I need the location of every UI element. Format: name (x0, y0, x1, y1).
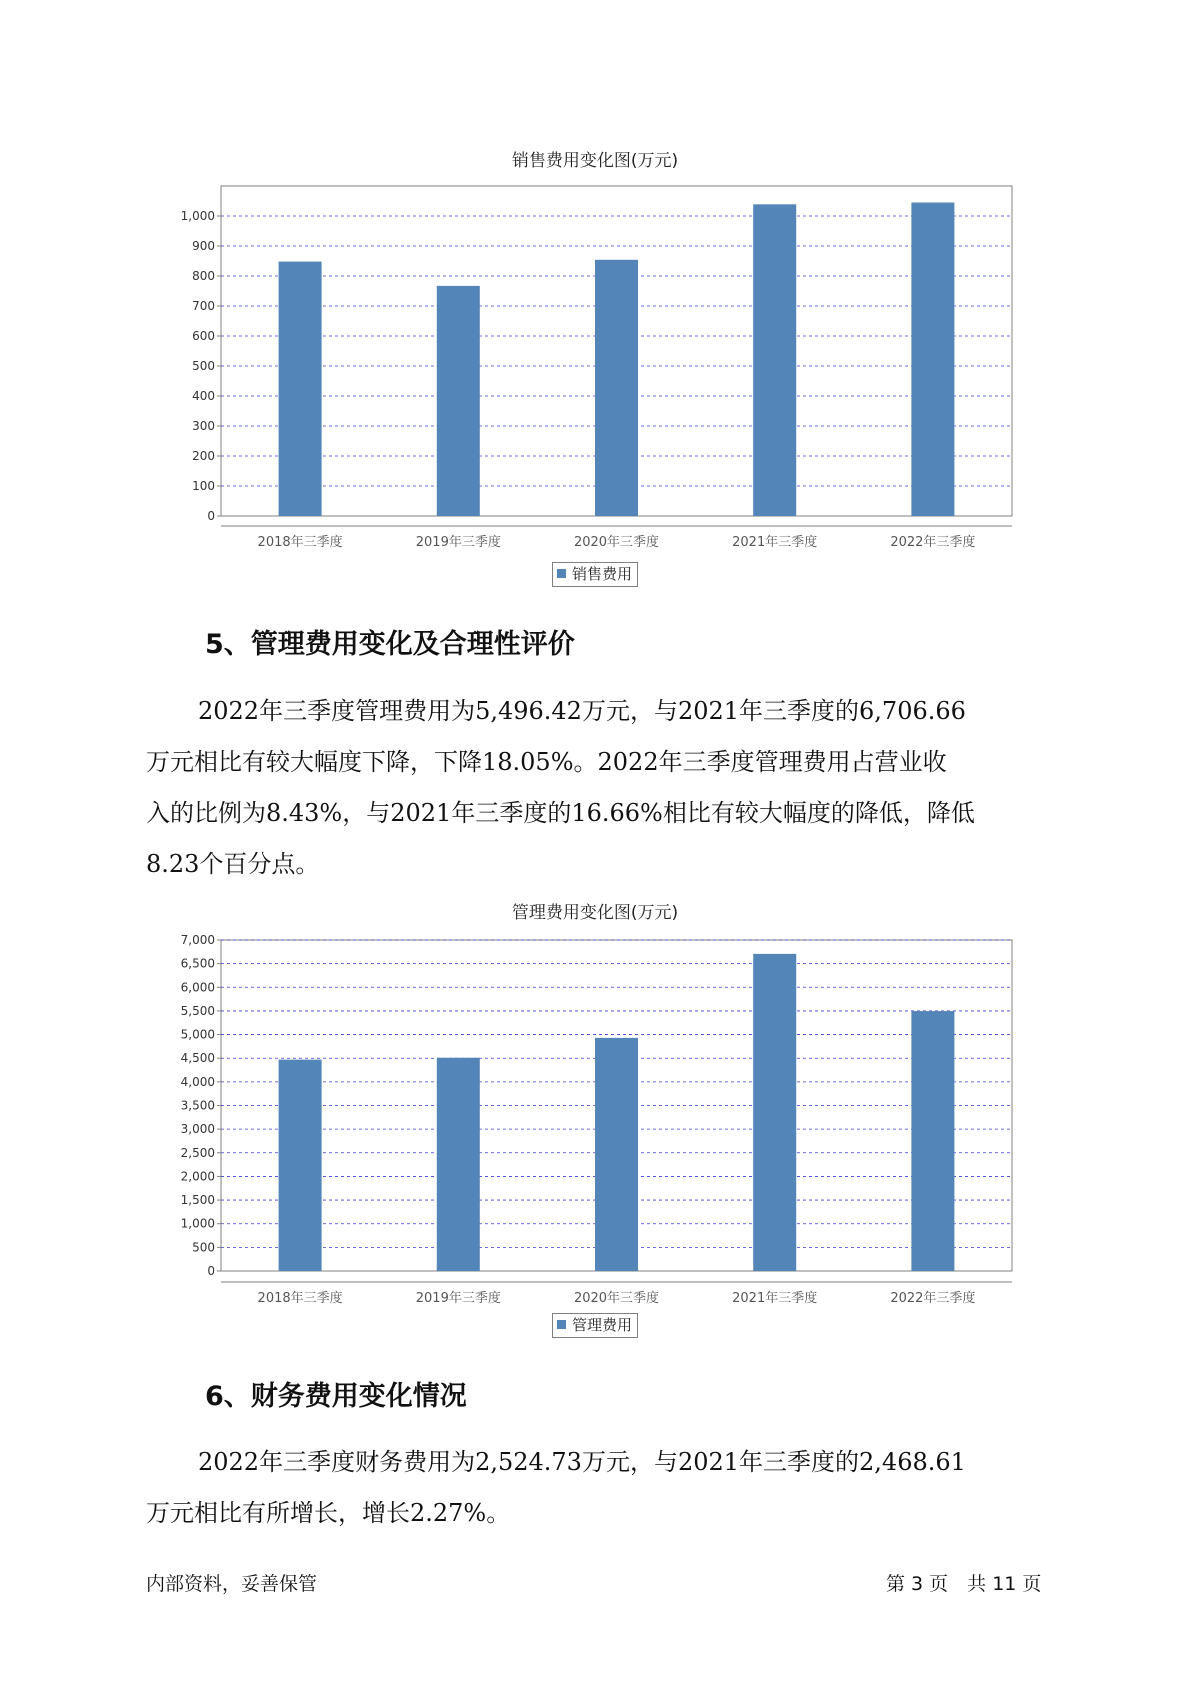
legend-swatch (557, 569, 566, 578)
x-tick-label: 2022年三季度 (890, 535, 976, 550)
footer-confidential-note: 内部资料，妥善保管 (146, 1573, 318, 1595)
y-tick-label: 1,500 (180, 1193, 215, 1208)
paragraph-line: 入的比例为8.43%，与2021年三季度的16.66%相比有较大幅度的降低，降低 (146, 799, 975, 827)
y-tick-label: 900 (192, 239, 215, 253)
bar (753, 954, 796, 1271)
bar (911, 203, 954, 517)
bar (595, 260, 638, 516)
y-tick-label: 500 (192, 1240, 215, 1255)
footer-page-number: 第 3 页 共 11 页 (886, 1573, 1042, 1595)
y-tick-label: 200 (192, 449, 215, 463)
bar (595, 1038, 638, 1271)
section-6-paragraph (146, 1437, 1051, 1539)
admin-expense-chart (0, 930, 1191, 1310)
y-tick-label: 4,000 (180, 1074, 215, 1089)
y-tick-label: 6,500 (180, 956, 215, 971)
y-tick-label: 2,500 (180, 1145, 215, 1160)
section-6-heading: 6、财务费用变化情况 (205, 1381, 467, 1412)
legend-swatch (557, 1320, 566, 1329)
bar (437, 1058, 480, 1271)
y-tick-label: 0 (207, 509, 215, 523)
paragraph-line: 2022年三季度财务费用为2,524.73万元，与2021年三季度的2,468.61 (198, 1448, 966, 1476)
sales-chart-legend (552, 562, 638, 587)
x-tick-label: 2019年三季度 (415, 1291, 501, 1306)
x-tick-label: 2018年三季度 (257, 535, 343, 550)
x-tick-label: 2022年三季度 (890, 1291, 976, 1306)
y-tick-label: 5,500 (180, 1003, 215, 1018)
admin-chart-legend (552, 1313, 638, 1338)
y-tick-label: 400 (192, 389, 215, 403)
y-tick-label: 700 (192, 299, 215, 313)
y-tick-label: 800 (192, 269, 215, 283)
admin-chart-title: 管理费用变化图(万元) (511, 903, 679, 923)
y-tick-label: 5,000 (180, 1027, 215, 1042)
x-tick-label: 2021年三季度 (732, 1291, 818, 1306)
y-tick-label: 4,500 (180, 1051, 215, 1066)
section-5-paragraph (146, 686, 1051, 890)
legend-label: 管理费用 (572, 1316, 633, 1334)
bar (753, 204, 796, 516)
bar (911, 1011, 954, 1271)
legend-label: 销售费用 (572, 565, 633, 583)
y-tick-label: 0 (207, 1264, 215, 1278)
y-tick-label: 100 (192, 479, 215, 493)
x-tick-label: 2020年三季度 (573, 1291, 660, 1306)
x-tick-label: 2019年三季度 (415, 535, 501, 550)
y-tick-label: 1,000 (180, 1216, 215, 1231)
paragraph-line: 8.23个百分点。 (146, 850, 320, 878)
y-tick-label: 300 (192, 419, 215, 433)
bar (437, 286, 480, 516)
y-tick-label: 6,000 (180, 980, 215, 995)
y-tick-label: 1,000 (180, 209, 215, 223)
paragraph-line: 万元相比有较大幅度下降，下降18.05%。2022年三季度管理费用占营业收 (146, 748, 947, 776)
y-tick-label: 500 (192, 359, 215, 373)
x-tick-label: 2020年三季度 (573, 535, 660, 550)
sales-chart-title: 销售费用变化图(万元) (511, 151, 679, 171)
x-tick-label: 2021年三季度 (732, 535, 818, 550)
sales-expense-chart (0, 180, 1191, 560)
x-tick-label: 2018年三季度 (257, 1291, 343, 1306)
y-tick-label: 7,000 (180, 933, 215, 947)
paragraph-line: 万元相比有所增长，增长2.27%。 (146, 1499, 511, 1527)
bar (279, 262, 322, 516)
y-tick-label: 3,000 (180, 1122, 215, 1137)
y-tick-label: 2,000 (180, 1169, 215, 1184)
y-tick-label: 600 (192, 329, 215, 343)
bar (279, 1060, 322, 1271)
paragraph-line: 2022年三季度管理费用为5,496.42万元，与2021年三季度的6,706.66 (198, 697, 966, 725)
section-5-heading: 5、管理费用变化及合理性评价 (205, 629, 575, 660)
y-tick-label: 3,500 (180, 1098, 215, 1113)
